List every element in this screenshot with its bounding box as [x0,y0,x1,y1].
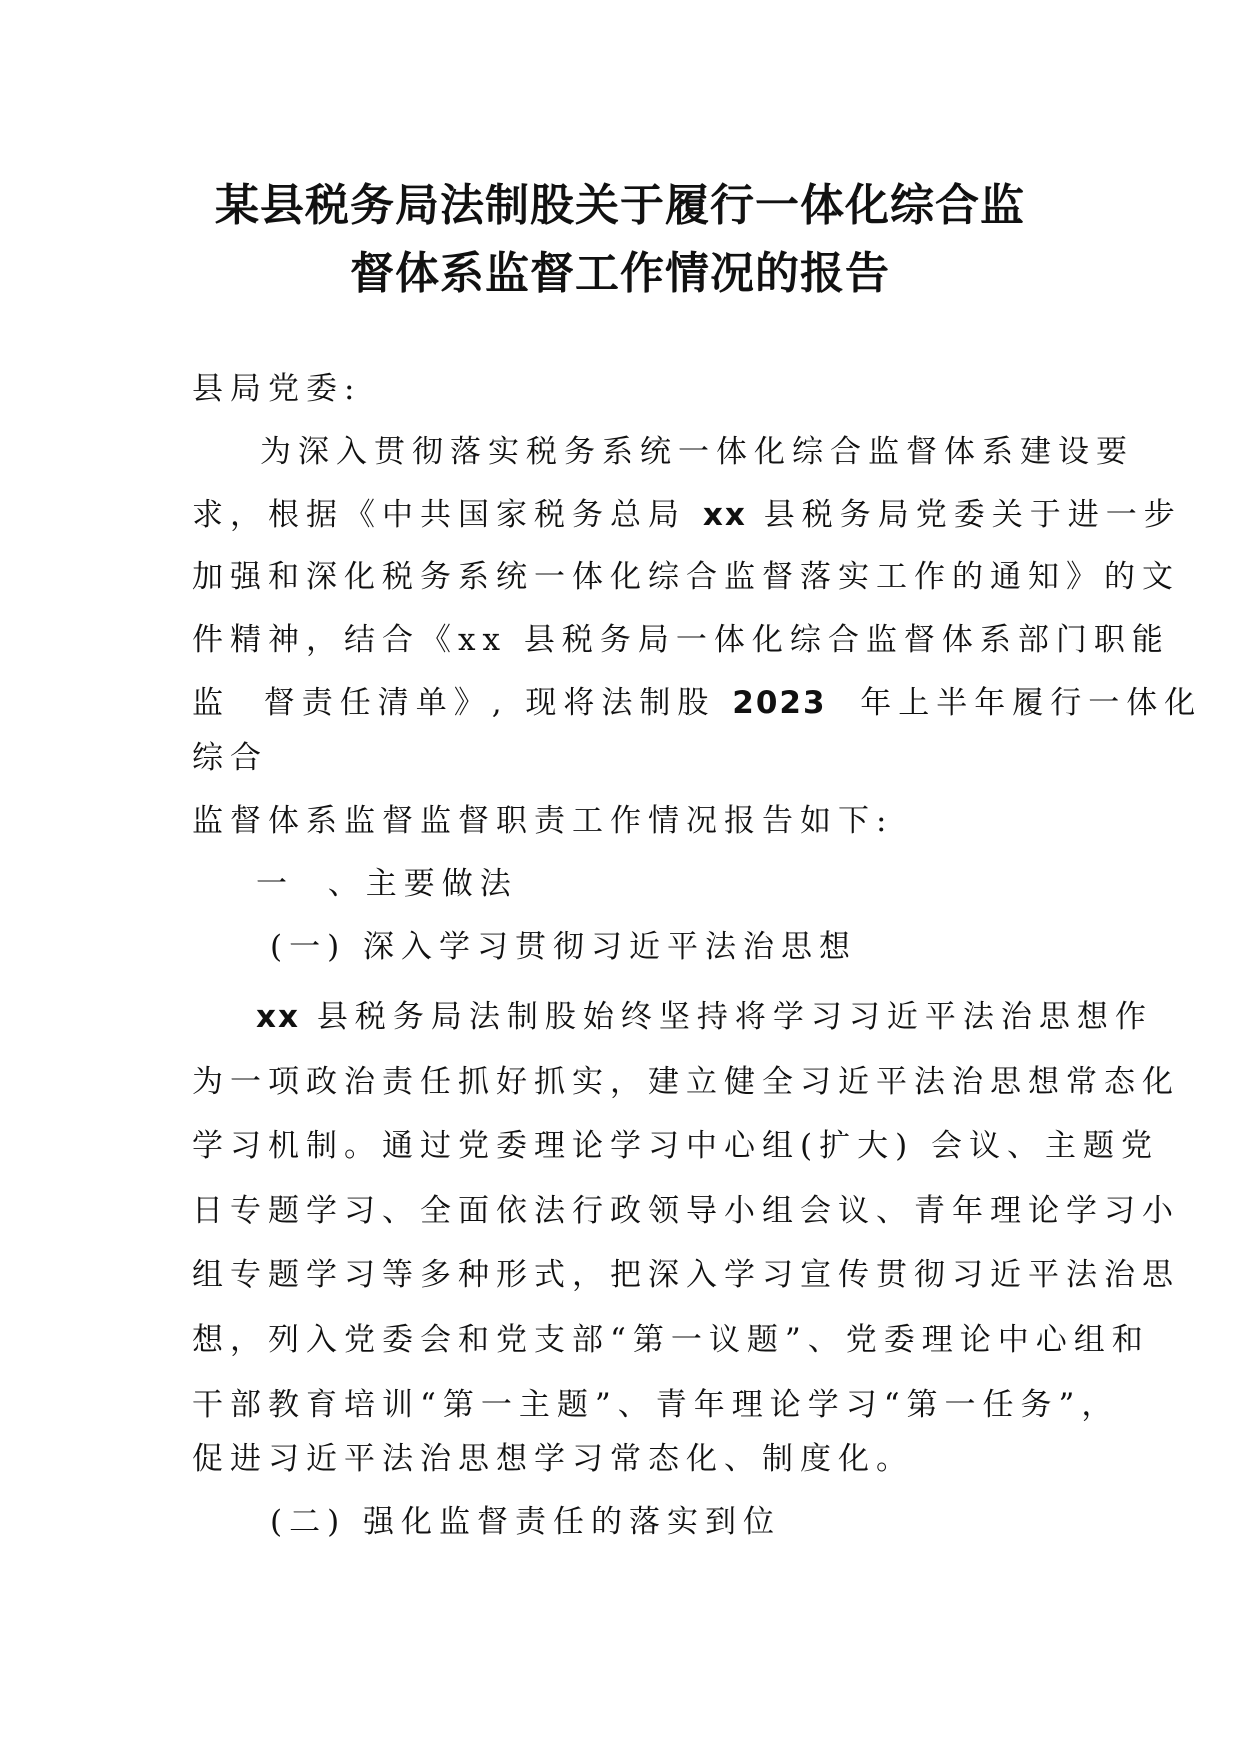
intro-line-5-part-c: 年上半年履行一体化 [826,685,1203,721]
para-1-line-1 [256,995,1153,1039]
section-1-heading: 一 、主要做法 [256,866,518,902]
salutation: 县局党委: [192,371,362,407]
para-1-line-6: 想，列入党委会和党支部“第一议题”、党委理论中心组和 [192,1322,1150,1358]
intro-line-2-part-b: xx [702,497,747,533]
intro-line-5-part-b: 2023 [732,685,827,721]
para-1-line-8: 促进习近平法治思想学习常态化、制度化。 [192,1441,914,1477]
intro-line-2-part-c: 县税务局党委关于进一步 [746,497,1182,533]
para-1-line-1-part-b: 县税务局法制股始终坚持将学习习近平法治思想作 [300,999,1153,1035]
intro-line-6: 综合 [192,740,268,776]
para-1-line-7: 干部教育培训“第一主题”、青年理论学习“第一任务”， [192,1387,1120,1423]
intro-line-2 [192,493,1182,537]
para-1-line-5: 组专题学习等多种形式，把深入学习宣传贯彻习近平法治思 [192,1257,1180,1293]
para-1-line-3: 学习机制。通过党委理论学习中心组(扩大) 会议、主题党 [192,1128,1160,1164]
intro-line-7: 监督体系监督监督职责工作情况报告如下: [192,803,894,839]
document-title-line-1: 某县税务局法制股关于履行一体化综合监 [215,180,1025,231]
intro-line-5-part-a: 监 督责任清单》, 现将法制股 [192,685,733,721]
document-title-line-2: 督体系监督工作情况的报告 [350,248,890,299]
para-1-line-2: 为一项政治责任抓好抓实，建立健全习近平法治思想常态化 [192,1064,1180,1100]
subsection-1-heading: (一) 深入学习贯彻习近平法治思想 [270,929,858,965]
intro-line-1: 为深入贯彻落实税务系统一体化综合监督体系建设要 [260,434,1134,470]
intro-line-2-part-a: 求，根据《中共国家税务总局 [192,497,703,533]
intro-line-3: 加强和深化税务系统一体化综合监督落实工作的通知》的文 [192,559,1180,595]
intro-line-4: 件精神，结合《xx 县税务局一体化综合监督体系部门职能 [192,622,1170,658]
intro-line-5 [192,681,1202,725]
para-1-line-1-part-a: xx [256,999,300,1035]
subsection-2-heading: (二) 强化监督责任的落实到位 [270,1504,782,1540]
para-1-line-4: 日专题学习、全面依法行政领导小组会议、青年理论学习小 [192,1193,1180,1229]
